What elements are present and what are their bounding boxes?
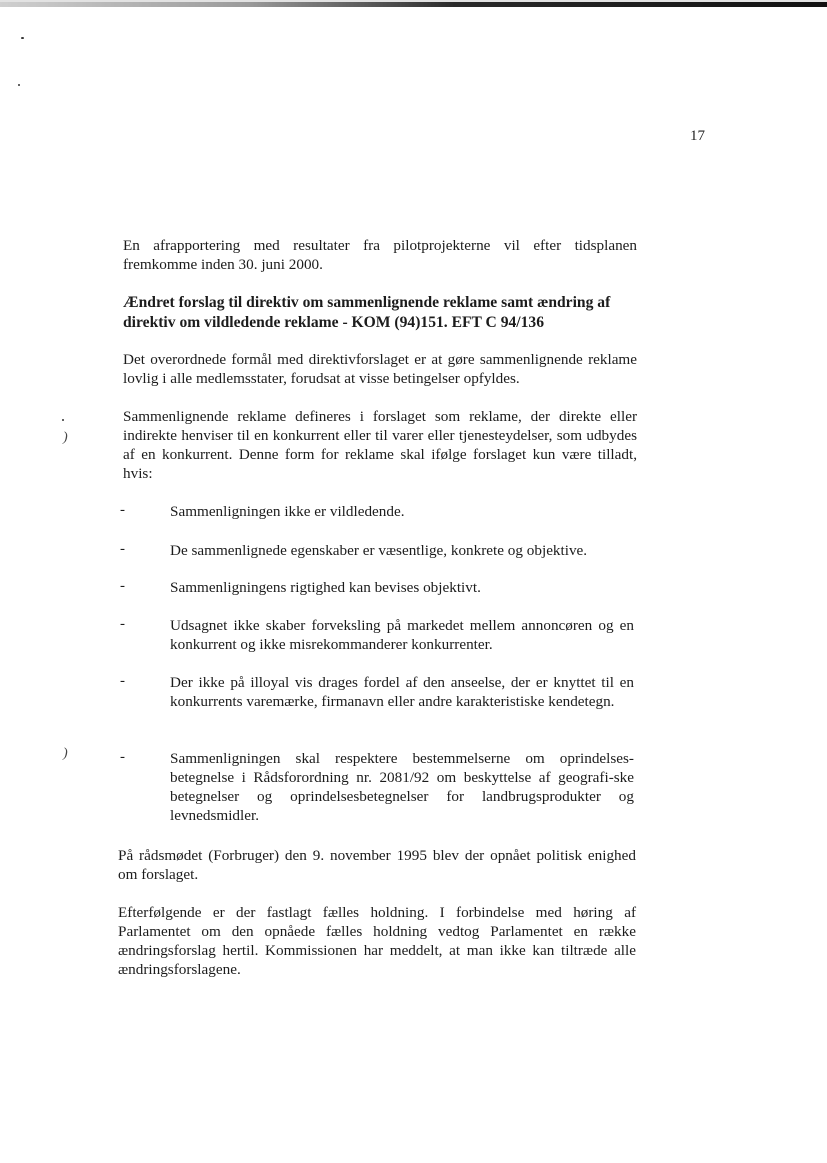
list-item: Der ikke på illoyal vis drages fordel af den anseelse, der er knyttet til en konkurrents varemærke, firmanavn eller andre karakteristiske kendetegn.	[170, 674, 634, 710]
list-item: Sammenligningen skal respektere bestemmelserne om oprindelses-betegnelse i Rådsforordning nr. 2081/92 om beskyttelse af geografi-ske betegnelser og oprindelsesbetegnelser for landbrugsprodukter og levnedsmidler.	[170, 750, 634, 824]
list-bullet: -	[120, 541, 125, 557]
list-bullet: -	[120, 749, 125, 765]
final-paragraph: Efterfølgende er der fastlagt fælles holdning. I forbindelse med høring af Parlamentet om den opnåede fælles holdning vedtog Parlamentet en række ændringsforslag hertil. Kommissionen har meddelt, at man ikke kan tiltræde alle ændringsforslagene.	[118, 904, 636, 978]
scan-edge-highlight	[0, 0, 827, 2]
list-item: Sammenligningen ikke er vildledende.	[170, 503, 405, 520]
scan-speck	[21, 37, 24, 39]
council-paragraph: På rådsmødet (Forbruger) den 9. november 1995 blev der opnået politisk enighed om forslaget.	[118, 847, 636, 883]
list-item: Udsagnet ikke skaber forveksling på markedet mellem annoncøren og en konkurrent og ikke misrekommanderer konkurrenter.	[170, 617, 634, 653]
list-bullet: -	[120, 502, 125, 518]
purpose-paragraph: Det overordnede formål med direktivforslaget er at gøre sammenlignende reklame lovlig i alle medlemsstater, forudsat at visse betingelser opfyldes.	[123, 351, 637, 387]
page-number: 17	[690, 128, 705, 144]
scan-speck	[62, 419, 64, 421]
list-bullet: -	[120, 578, 125, 594]
section-heading: Ændret forslag til direktiv om sammenlignende reklame samt ændring af direktiv om vildledende reklame - KOM (94)151. EFT C 94/136	[123, 294, 611, 331]
list-item: De sammenlignede egenskaber er væsentlige, konkrete og objektive.	[170, 542, 588, 559]
list-item: Sammenligningens rigtighed kan bevises objektivt.	[170, 579, 481, 596]
intro-paragraph: En afrapportering med resultater fra pilotprojekterne vil efter tidsplanen fremkomme inden 30. juni 2000.	[123, 237, 637, 273]
hole-punch-mark: )	[63, 430, 68, 445]
definition-paragraph: Sammenlignende reklame defineres i forslaget som reklame, der direkte eller indirekte henviser til en konkurrent eller til varer eller tjenesteydelser, som udbydes af en konkurrent. Denne form for reklame skal ifølge forslaget kun være tilladt, hvis:	[123, 408, 637, 482]
list-bullet: -	[120, 673, 125, 689]
scan-speck	[18, 84, 20, 86]
list-bullet: -	[120, 616, 125, 632]
hole-punch-mark: )	[63, 746, 68, 761]
